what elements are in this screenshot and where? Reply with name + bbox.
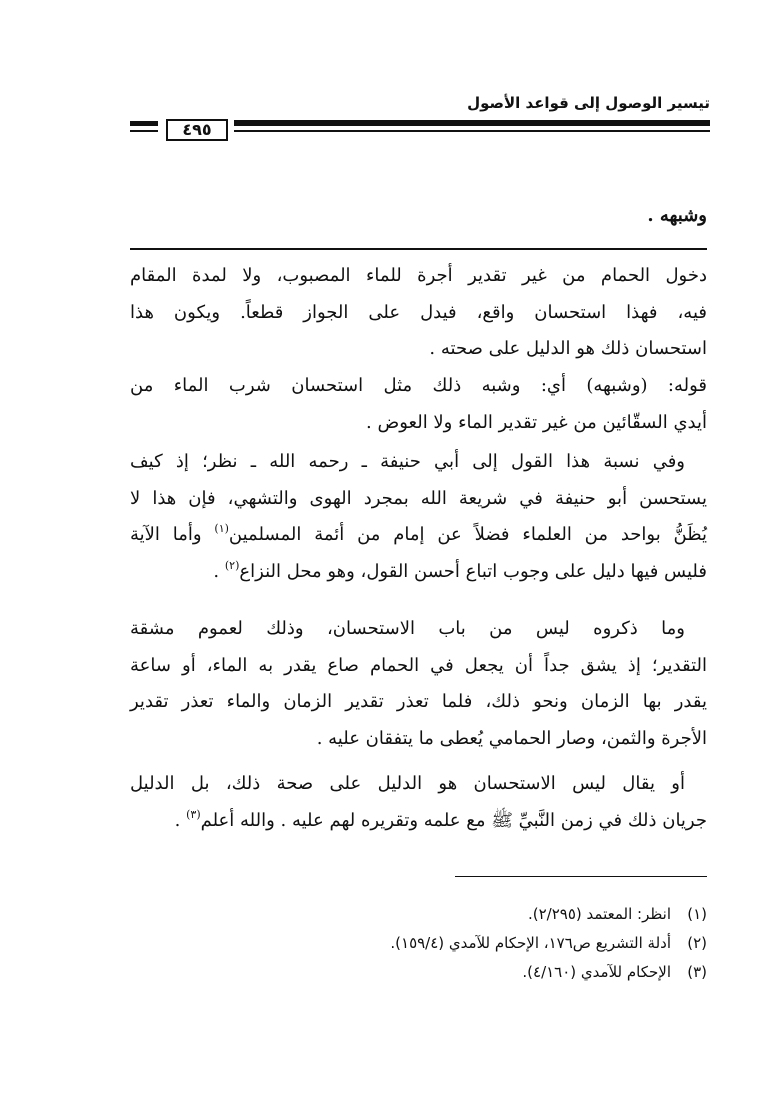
body-line: قوله: (وشبهه) أي: وشبه ذلك مثل استحسان شرب الماء من: [130, 375, 707, 396]
footnotes: [127, 900, 707, 987]
body-line: استحسان ذلك هو الدليل على صحته .: [429, 338, 707, 359]
body-line: فيه، فهذا استحسان واقع، فيدل على الجواز قطعاً. ويكون هذا: [130, 301, 707, 323]
commentary-paragraph-1: [130, 258, 707, 368]
header-rule-long: [234, 120, 710, 126]
footnote-text: أدلة التشريع ص١٧٦، الإحكام للآمدي (١٥٩/٤).: [390, 934, 671, 952]
header-title: تيسير الوصول إلى قواعد الأصول: [467, 94, 710, 112]
body-line: يستحسن أبو حنيفة في شريعة الله بمجرد الهوى والتشهي، فإن هذا لا: [130, 487, 707, 509]
body-line-text: جريان ذلك في زمن النَّبيِّ ﷺ مع علمه وتقريره لهم عليه . والله أعلم: [200, 809, 707, 831]
header-rule-short: [130, 121, 158, 126]
sentence-period: .: [213, 560, 220, 582]
footnote-separator: [455, 876, 707, 877]
footnote-3: [127, 958, 707, 987]
footnote-1: [127, 900, 707, 929]
page-number: ٤٩٥: [166, 119, 228, 141]
header-rule-long-thin: [234, 130, 710, 132]
body-line: التقدير؛ إذ يشق جداً أن يجعل في الحمام صاع يقدر به الماء، أو ساعة: [130, 654, 707, 676]
continuation-line: [130, 198, 707, 234]
footnote-text: انظر: المعتمد (٢/٢٩٥).: [528, 905, 671, 923]
footnote-number: (٢): [687, 934, 707, 952]
sentence-period: .: [174, 809, 181, 831]
footnote-text: الإحكام للآمدي (٤/١٦٠).: [522, 963, 671, 981]
body-line: يقدر بها الزمان ونحو ذلك، فلما تعذر تقدير الزمان والماء تعذر تقدير: [130, 691, 707, 712]
footnote-ref-1[interactable]: (١): [214, 522, 229, 535]
body-line-text: فليس فيها دليل على وجوب اتباع أحسن القول، وهو محل النزاع: [239, 560, 707, 582]
body-line-text: وأما الآية: [130, 524, 202, 545]
header-rule-short-thin: [130, 130, 158, 132]
footnote-ref-2[interactable]: (٢): [224, 558, 240, 572]
commentary-paragraph-4: [130, 611, 707, 757]
commentary-paragraph-3: [130, 444, 707, 590]
body-line-with-note: [130, 554, 707, 591]
continuation-text: وشبهه .: [647, 205, 707, 226]
body-line: وفي نسبة هذا القول إلى أبي حنيفة ـ رحمه الله ـ نظر؛ إذ كيف: [130, 451, 685, 472]
body-line: وما ذكروه ليس من باب الاستحسان، وذلك لعموم مشقة: [130, 618, 685, 639]
body-line: الأجرة والثمن، وصار الحمامي يُعطى ما يتفقان عليه .: [316, 727, 707, 749]
body-line: أو يقال ليس الاستحسان هو الدليل على صحة ذلك، بل الدليل: [130, 773, 685, 794]
body-line-with-note: [130, 803, 707, 840]
body-line-text: يُظَنُّ بواحد من العلماء فضلاً عن إمام من أئمة المسلمين: [228, 524, 708, 545]
footnote-2: [127, 929, 707, 958]
running-header: [130, 94, 710, 140]
commentary-paragraph-2: [130, 368, 707, 441]
footnote-number: (١): [687, 905, 707, 923]
body-line: أيدي السقّائين من غير تقدير الماء ولا العوض .: [366, 411, 707, 433]
footnote-number: (٣): [687, 963, 707, 981]
commentary-paragraph-5: [130, 766, 707, 839]
section-rule: [130, 248, 707, 250]
footnote-ref-3[interactable]: (٣): [186, 807, 201, 821]
body-line: دخول الحمام من غير تقدير أجرة للماء المصبوب، ولا لمدة المقام: [130, 265, 707, 286]
body-line-with-note: [130, 517, 707, 554]
